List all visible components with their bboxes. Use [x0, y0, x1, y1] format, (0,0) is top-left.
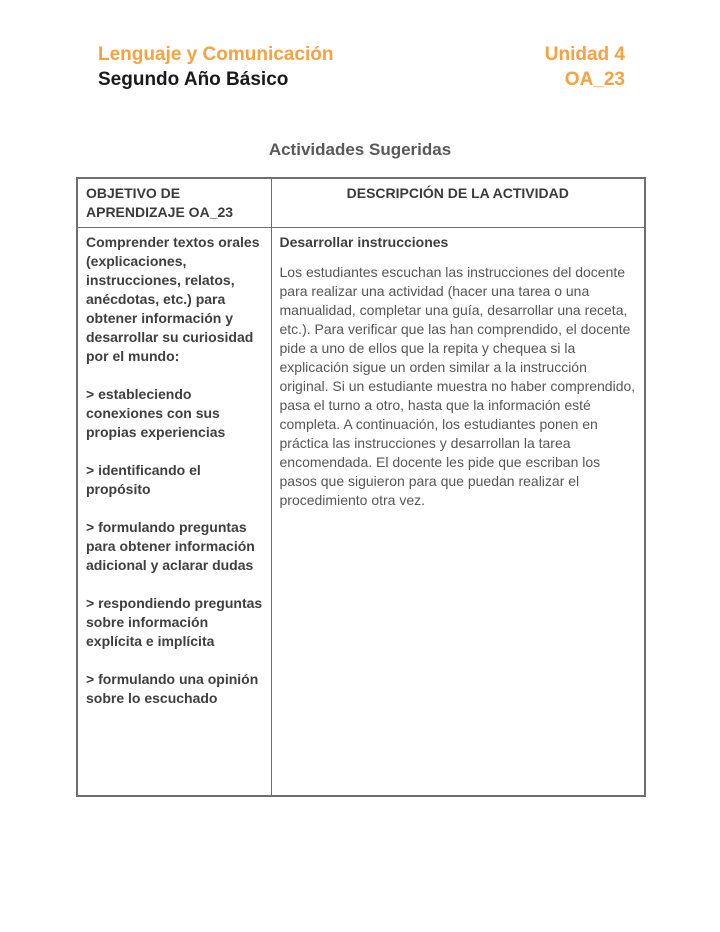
objective-bullet-3: > formulando preguntas para obtener información adicional y aclarar dudas [86, 519, 255, 573]
table-header-row [77, 178, 645, 228]
oa-code: OA_23 [564, 69, 625, 90]
objective-bullet-5: > formulando una opinión sobre lo escuchado [86, 671, 259, 706]
objective-bullet-4: > respondiendo preguntas sobre información explícita e implícita [86, 595, 263, 649]
activity-title: Desarrollar instrucciones [279, 234, 449, 250]
page-title: Actividades Sugeridas [268, 140, 452, 159]
grade-subtitle: Segundo Año Básico [98, 69, 289, 90]
activities-table [76, 177, 646, 797]
header-right-block [545, 42, 625, 92]
header-left-block [98, 42, 333, 92]
column-header-description: DESCRIPCIÓN DE LA ACTIVIDAD [271, 178, 645, 228]
table-row [77, 228, 645, 796]
document-header [0, 0, 720, 92]
unit-label: Unidad 4 [544, 44, 625, 65]
objective-intro: Comprender textos orales (explicaciones, instrucciones, relatos, anécdotas, etc.) para obtener información y desarrollar su curiosidad por el mundo: [86, 234, 260, 364]
column-header-objective: OBJETIVO DE APRENDIZAJE OA_23 [77, 178, 271, 228]
course-title: Lenguaje y Comunicación [98, 44, 334, 65]
description-cell [271, 228, 645, 796]
objective-cell [77, 228, 271, 796]
objective-bullet-2: > identificando el propósito [86, 462, 201, 497]
objective-bullet-1: > estableciendo conexiones con sus propias experiencias [86, 386, 226, 440]
activity-body: Los estudiantes escuchan las instrucciones del docente para realizar una actividad (hacer una tarea o una manualidad, completar una guía, desarrollar una receta, etc.). Para verificar que las han comprendido, el docente pide a uno de ellos que la repita y chequea si la explicación sigue un orden similar a la instrucción original. Si un estudiante muestra no haber comprendido, pasa el turno a otro, hasta que la información esté completa. A continuación, los estudiantes ponen en práctica las instrucciones y desarrollan la tarea encomendada. El docente les pide que escriban los pasos que siguieron para que puedan realizar el procedimiento otra vez. [279, 264, 636, 508]
